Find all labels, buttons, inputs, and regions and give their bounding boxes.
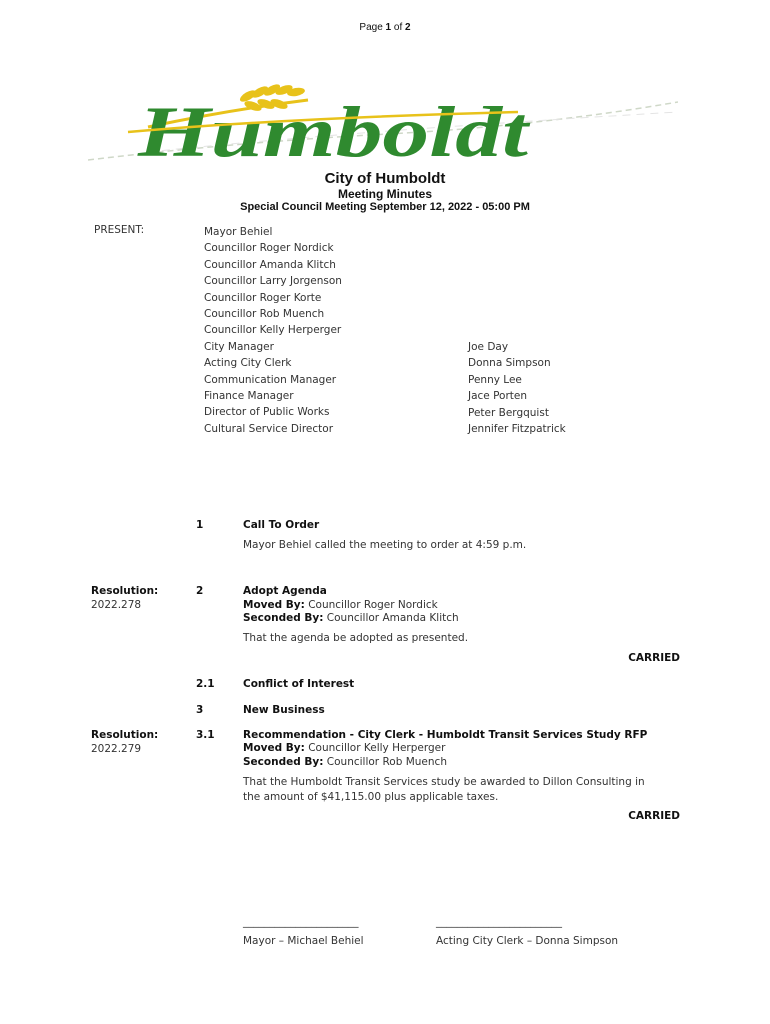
attendee: Councillor Amanda Klitch <box>204 258 336 271</box>
moved-by-name: Councillor Kelly Herperger <box>308 742 446 754</box>
page-current: 1 <box>385 22 392 33</box>
resolution-number: 2022.279 <box>91 743 142 755</box>
moved-by-label: Moved By: <box>243 599 305 611</box>
attendee: Councillor Larry Jorgenson <box>204 275 342 288</box>
seconded-by <box>243 612 459 624</box>
moved-by <box>243 742 445 754</box>
staff-role: Cultural Service Director <box>204 422 334 435</box>
item-title: Conflict of Interest <box>243 678 355 690</box>
item-number: 3 <box>196 704 204 716</box>
seconded-by-name: Councillor Rob Muench <box>326 756 447 768</box>
staff-name: Jace Porten <box>468 390 528 403</box>
moved-by-label: Moved By: <box>243 742 305 754</box>
attendee: Mayor Behiel <box>204 226 273 238</box>
staff-name-list <box>468 339 566 437</box>
humboldt-logo <box>88 82 678 174</box>
item-text: Mayor Behiel called the meeting to order at 4:59 p.m. <box>243 539 527 551</box>
document-subtitle: Meeting Minutes <box>337 187 432 201</box>
item-number: 2 <box>196 585 204 597</box>
page-sep: of <box>393 22 403 33</box>
staff-role: Director of Public Works <box>204 406 330 419</box>
attendee: Councillor Roger Nordick <box>204 242 334 255</box>
staff-name: Jennifer Fitzpatrick <box>468 423 566 436</box>
item-number: 3.1 <box>196 729 215 741</box>
motion-text-line-1: That the Humboldt Transit Services study be awarded to Dillon Consulting in <box>243 776 645 788</box>
item-number: 2.1 <box>196 678 215 690</box>
item-number: 1 <box>196 519 204 531</box>
present-label: PRESENT: <box>94 224 145 236</box>
staff-role: Finance Manager <box>204 390 294 403</box>
seconded-by-label: Seconded By: <box>243 612 324 624</box>
motion-text: That the agenda be adopted as presented. <box>243 632 469 644</box>
meeting-heading: Special Council Meeting September 12, 2022 - 05:00 PM <box>240 201 530 213</box>
resolution-label: Resolution: <box>91 729 159 741</box>
staff-name: Joe Day <box>468 341 509 353</box>
attendee-list <box>204 224 342 437</box>
signature-clerk: Acting City Clerk – Donna Simpson <box>436 935 619 947</box>
signature-line-mayor: ______________________ <box>243 916 359 928</box>
document-title: City of Humboldt <box>324 170 446 187</box>
item-title: New Business <box>243 704 325 716</box>
item-title: Adopt Agenda <box>243 585 327 597</box>
attendee: Councillor Kelly Herperger <box>204 324 342 337</box>
carried-status: CARRIED <box>628 652 680 664</box>
carried-status: CARRIED <box>628 810 680 822</box>
staff-role: Communication Manager <box>204 373 337 386</box>
staff-name: Peter Bergquist <box>468 406 549 419</box>
staff-role: Acting City Clerk <box>204 357 292 370</box>
signature-mayor: Mayor – Michael Behiel <box>243 935 364 947</box>
logo-text: Humboldt <box>136 92 531 172</box>
item-title: Call To Order <box>243 519 320 531</box>
resolution-number: 2022.278 <box>91 599 142 611</box>
signature-line-clerk: ________________________ <box>436 916 562 928</box>
seconded-by-name: Councillor Amanda Klitch <box>326 612 459 624</box>
staff-name: Penny Lee <box>468 373 522 386</box>
page-indicator <box>0 22 770 33</box>
moved-by <box>243 599 438 611</box>
seconded-by <box>243 756 447 768</box>
staff-name: Donna Simpson <box>468 357 551 370</box>
moved-by-name: Councillor Roger Nordick <box>308 599 438 611</box>
staff-role: City Manager <box>204 340 274 353</box>
attendee: Councillor Roger Korte <box>204 291 322 304</box>
item-title: Recommendation - City Clerk - Humboldt Transit Services Study RFP <box>243 729 648 741</box>
motion-text-line-2: the amount of $41,115.00 plus applicable taxes. <box>243 791 499 803</box>
page-prefix: Page <box>359 22 383 33</box>
page-total: 2 <box>405 22 411 33</box>
resolution-label: Resolution: <box>91 585 159 597</box>
attendee: Councillor Rob Muench <box>204 308 325 321</box>
seconded-by-label: Seconded By: <box>243 756 324 768</box>
